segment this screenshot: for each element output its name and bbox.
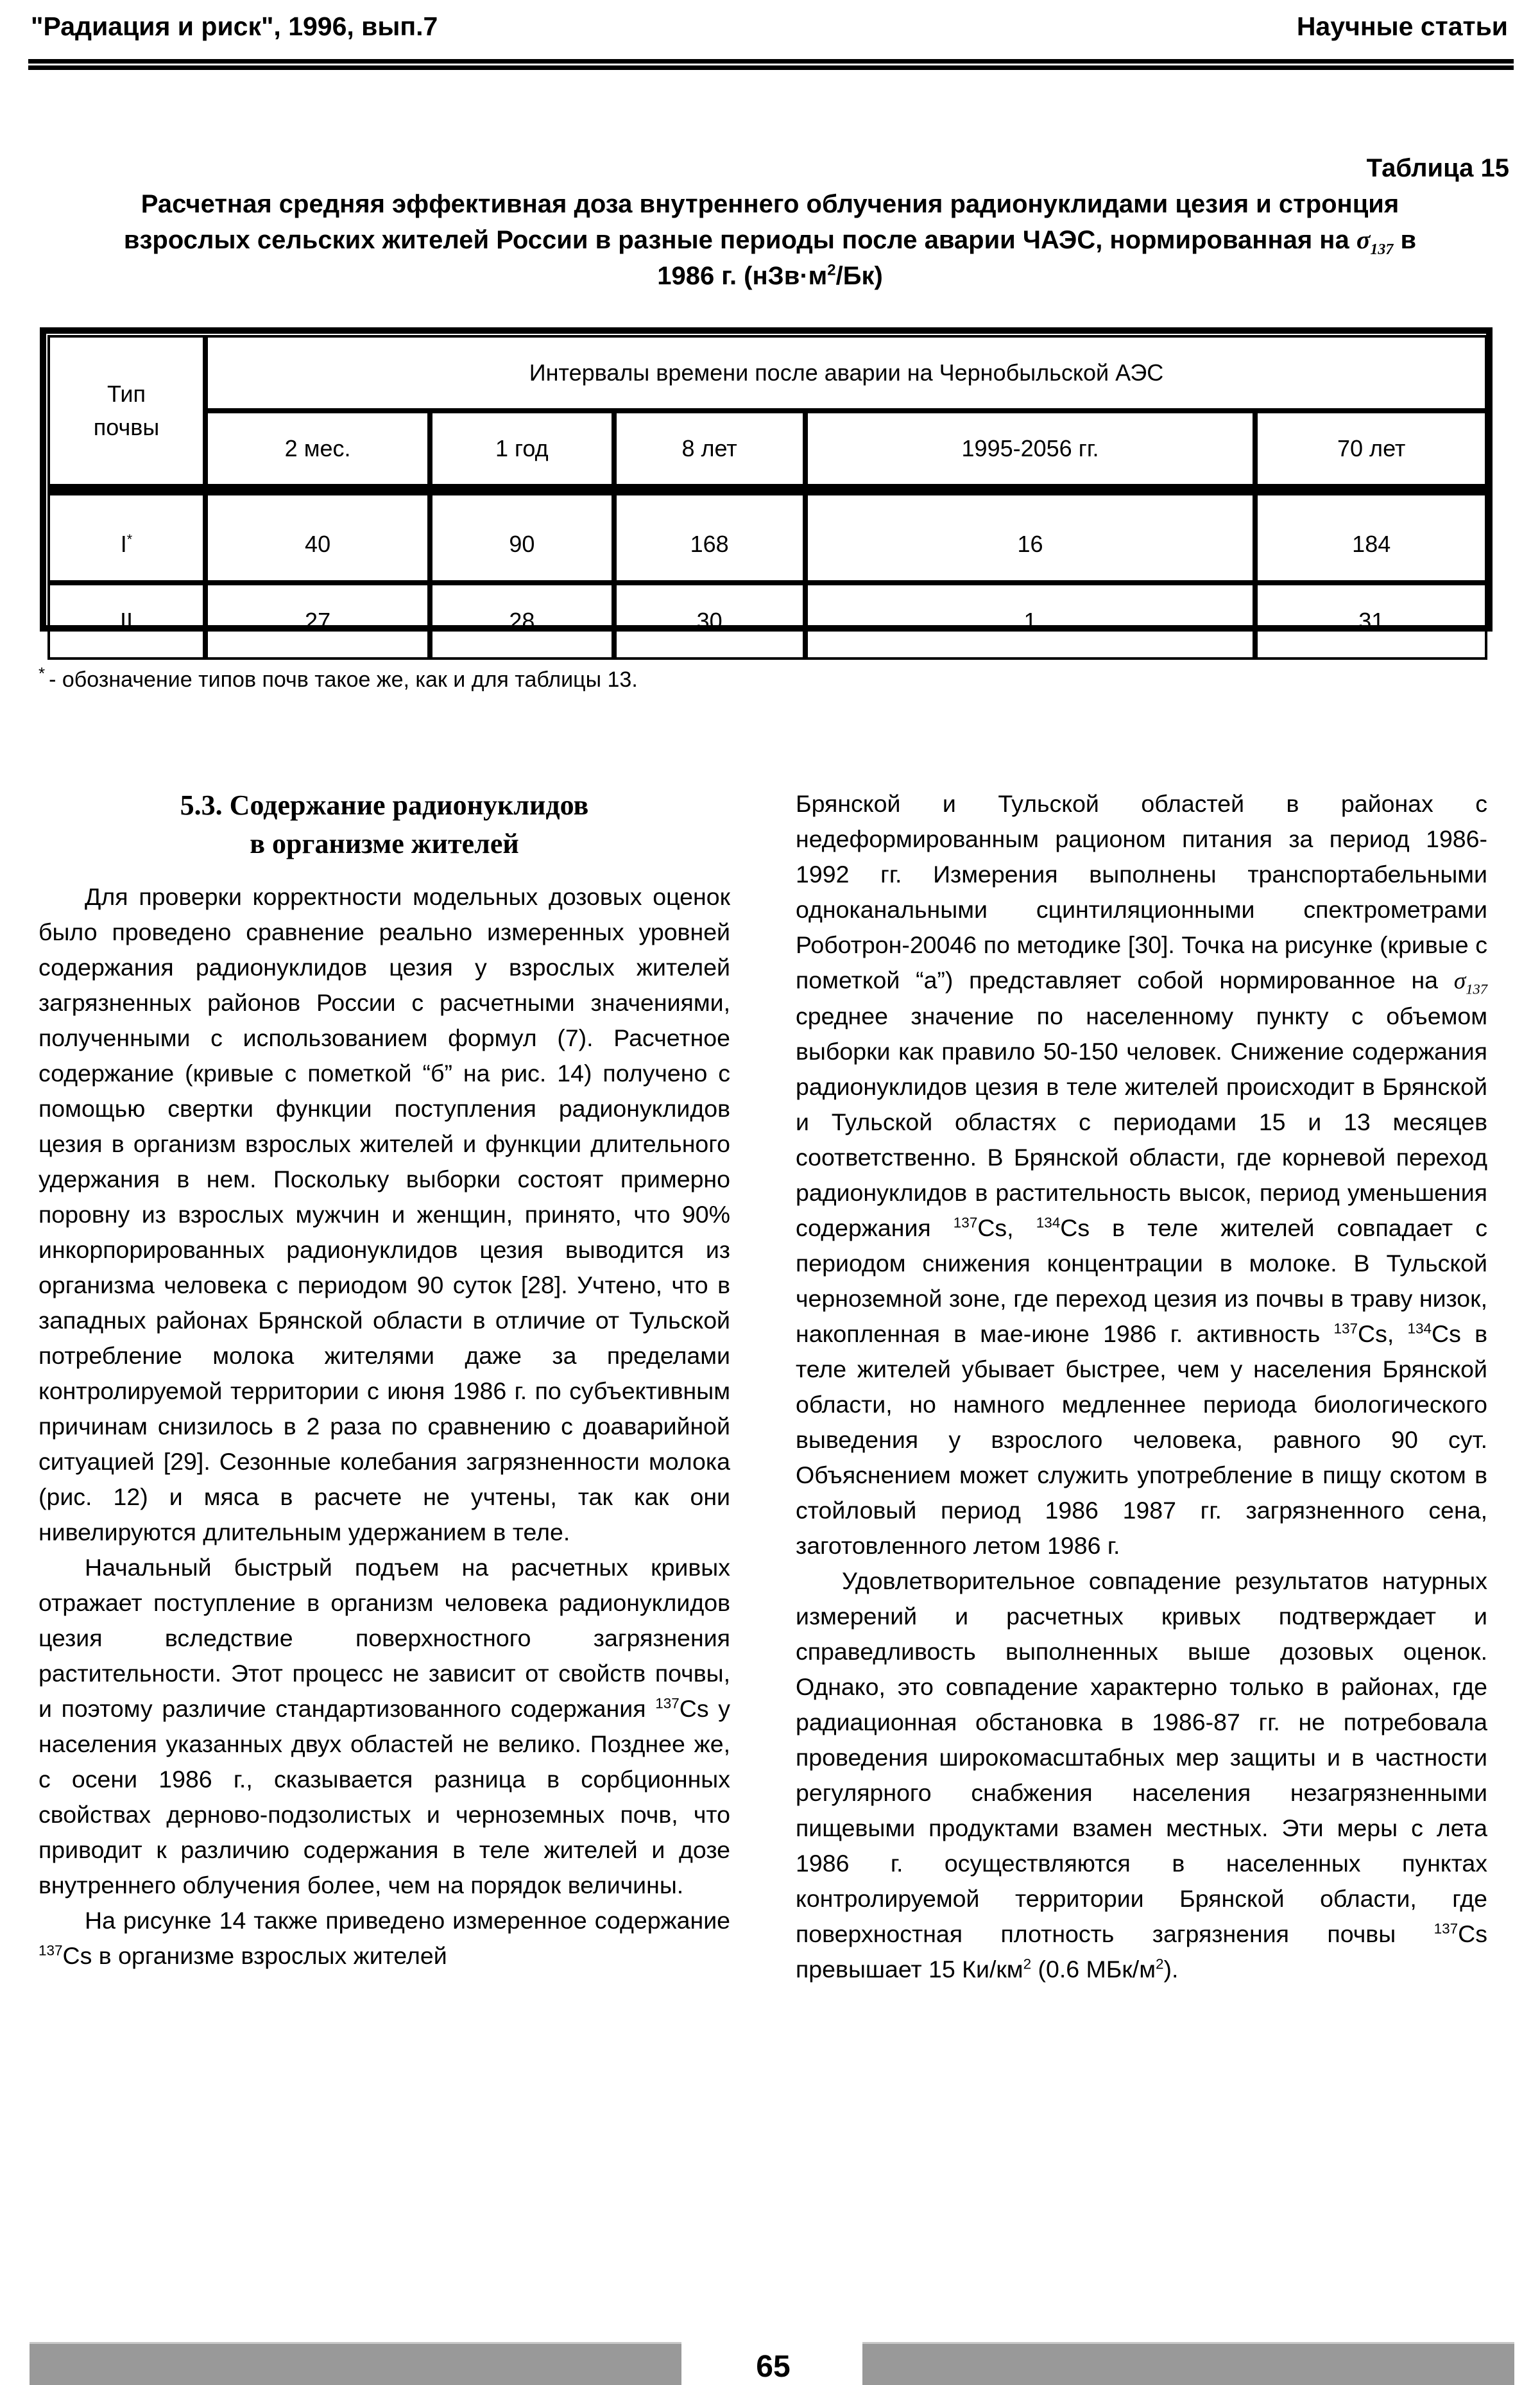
footer-bar-left bbox=[30, 2342, 681, 2385]
caption-text: Расчетная средняя эффективная доза внутреннего облучения радионуклидами цезия и стронция взрослых сельских жителей России в разные периоды после аварии ЧАЭС, нормированная на bbox=[123, 190, 1399, 254]
column-header: 1 год bbox=[430, 411, 613, 486]
dose-table-grid bbox=[47, 335, 1487, 660]
paragraph-text: Удовлетворительное совпадение результатов натурных измерений и расчетных кривых подтверждает и справедливость выполненных выше дозовых оценок. Однако, это совпадение характерно только в районах, где радиационная обстановка в 1986-87 гг. не потребовала проведения широкомасштабных мер защиты и в частности регулярного снабжения населения незагрязненными пищевыми продуктами взамен местных. Эти меры с лета 1986 г. осуществляются в населенных пунктах контролируемой территории Брянской области, где поверхностная плотность загрязнения почвы bbox=[796, 1567, 1487, 1947]
table-label: Таблица 15 bbox=[1366, 154, 1509, 182]
caption-text: в 1986 г. (нЗв·м bbox=[657, 226, 1417, 290]
section-heading-line1: 5.3. Содержание радионуклидов bbox=[180, 789, 589, 821]
paragraph bbox=[796, 1563, 1487, 1987]
paragraph bbox=[38, 1903, 730, 1974]
paragraph-text: Брянской и Тульской областей в районах с недеформированным рационом питания за период 1986-1992 гг. Измерения выполнены транспортабельными одноканальными сцинтиляционными спектрометрами Роботрон-20046 по методике [30]. Точка на рисунке (кривые с пометкой “а”) представляет собой нормированное на bbox=[796, 790, 1487, 994]
sigma-subscript: 137 bbox=[1370, 241, 1394, 258]
sigma-char: σ bbox=[1356, 225, 1371, 254]
paragraph-text: Cs превышает 15 Ки/км bbox=[796, 1920, 1487, 1983]
soil-type-cell: II bbox=[47, 583, 205, 660]
paragraph-text: Cs в теле жителей убывает быстрее, чем у населения Брянской области, но намного медленнее периода биологического выведения у взрослого человека, равного 90 сут. Объяснением может служить употребление в пищу скотом в стойловый период 1986 1987 гг. загрязненного сена, заготовленного летом 1986 г. bbox=[796, 1320, 1488, 1559]
dose-cell: 40 bbox=[205, 486, 430, 583]
soil-type-value: I bbox=[120, 531, 127, 557]
isotope-mass: 137 bbox=[1433, 1920, 1459, 1937]
paragraph bbox=[38, 1550, 730, 1903]
unit-exponent: 2 bbox=[1156, 1956, 1164, 1972]
soil-type-header-line2: почвы bbox=[93, 414, 160, 440]
dose-table bbox=[40, 327, 1493, 632]
paragraph-text: ). bbox=[1163, 1956, 1179, 1983]
dose-cell: 16 bbox=[805, 486, 1256, 583]
dose-cell: 90 bbox=[430, 486, 613, 583]
unit-exponent: 2 bbox=[1023, 1956, 1032, 1972]
footnote-mark: * bbox=[38, 664, 46, 683]
isotope-mass: 137 bbox=[38, 1942, 63, 1959]
paragraph: Для проверки корректности модельных дозовых оценок было проведено сравнение реально измеренных уровней содержания радионуклидов цезия у взрослых жителей загрязненных районов России с расчетными значениями, полученными с использованием формул (7). Расчетное содержание (кривые с пометкой “б” на рис. 14) получено с помощью свертки функции поступления радионуклидов цезия в организм взрослых жителей и функции длительного удержания в нем. Поскольку выборки состоят примерно поровну из взрослых мужчин и женщин, принято, что 90% инкорпорированных радионуклидов цезия выводится из организма человека с периодом 90 суток [28]. Учтено, что в западных районах Брянской области в отличие от Тульской потребление молока жителями даже за пределами контролируемой территории с июня 1986 г. по субъективным причинам снизилось в 2 раза по сравнению с доаварийной ситуацией [29]. Сезонные колебания загрязненности молока (рис. 12) и мяса в расчете не учтены, так как они нивелируются длительным удержанием в теле. bbox=[38, 883, 730, 1546]
header-rule bbox=[28, 65, 1514, 70]
sigma-symbol bbox=[1356, 225, 1394, 258]
left-column bbox=[38, 786, 730, 1974]
soil-type-header bbox=[47, 335, 205, 486]
paragraph-text: (0.6 МБк/м bbox=[1031, 1956, 1156, 1983]
isotope-mass: 137 bbox=[953, 1214, 978, 1231]
isotope-mass: 137 bbox=[1333, 1320, 1358, 1337]
table-caption bbox=[103, 186, 1437, 294]
paragraph-text: Cs у населения указанных двух областей не велико. Позднее же, с осени 1986 г., сказывается разница в сорбционных свойствах дерново-подзолистых и черноземных почв, что приводит к различию содержания в теле жителей и дозе внутреннего облучения более, чем на порядок величины. bbox=[38, 1695, 731, 1899]
isotope-mass: 134 bbox=[1036, 1214, 1061, 1231]
table-footnote bbox=[38, 664, 638, 693]
section-heading bbox=[38, 786, 730, 863]
caption-superscript: 2 bbox=[827, 261, 836, 279]
paragraph-text: среднее значение по населенному пункту с объемом выборки как правило 50-150 человек. Снижение содержания радионуклидов цезия в теле жителей происходит в Брянской и Тульской областях с периодами 15 и 13 месяцев соответственно. В Брянской области, где корневой переход радионуклидов в растительность высок, период уменьшения содержания bbox=[796, 1003, 1487, 1241]
sigma-subscript: 137 bbox=[1466, 981, 1487, 997]
column-header: 70 лет bbox=[1255, 411, 1487, 486]
time-intervals-header: Интервалы времени после аварии на Чернобыльской АЭС bbox=[205, 335, 1487, 411]
footnote-mark: * bbox=[126, 531, 133, 547]
sigma-symbol bbox=[1453, 968, 1487, 997]
section-title: Научные статьи bbox=[1296, 12, 1508, 41]
dose-cell: 27 bbox=[205, 583, 430, 660]
paragraph-text: Начальный быстрый подъем на расчетных кривых отражает поступление в организм человека радионуклидов цезия вследствие поверхностного загрязнения растительности. Этот процесс не зависит от свойств почвы, и поэтому различие стандартизованного содержания bbox=[38, 1554, 730, 1722]
right-column bbox=[796, 786, 1487, 1987]
footnote-text: - обозначение типов почв такое же, как и для таблицы 13. bbox=[49, 667, 638, 692]
page-number: 65 bbox=[756, 2350, 791, 2384]
table-row bbox=[47, 486, 1487, 583]
paragraph-text: Cs в организме взрослых жителей bbox=[62, 1942, 447, 1969]
dose-cell: 30 bbox=[614, 583, 805, 660]
soil-type-cell bbox=[47, 486, 205, 583]
soil-type-header-line1: Тип bbox=[107, 381, 146, 407]
caption-text: /Бк) bbox=[835, 262, 883, 290]
paragraph-text: На рисунке 14 также приведено измеренное содержание bbox=[85, 1907, 730, 1934]
column-header: 2 мес. bbox=[205, 411, 430, 486]
dose-cell: 31 bbox=[1255, 583, 1487, 660]
table-row bbox=[47, 583, 1487, 660]
dose-cell: 184 bbox=[1255, 486, 1487, 583]
journal-title: "Радиация и риск", 1996, вып.7 bbox=[31, 12, 438, 41]
isotope-mass: 137 bbox=[655, 1695, 680, 1712]
column-header: 8 лет bbox=[614, 411, 805, 486]
dose-cell: 28 bbox=[430, 583, 613, 660]
header-rule bbox=[28, 59, 1514, 64]
dose-cell: 168 bbox=[614, 486, 805, 583]
paragraph-text: Cs в теле жителей совпадает с периодом снижения концентрации в молоке. В Тульской черноземной зоне, где переход цезия из почвы в траву низок, накопленная в мае-июне 1986 г. активность bbox=[796, 1214, 1487, 1347]
paragraph bbox=[796, 786, 1487, 1563]
footer-bar-right bbox=[862, 2342, 1514, 2385]
column-header: 1995-2056 гг. bbox=[805, 411, 1256, 486]
sigma-char: σ bbox=[1453, 968, 1466, 994]
dose-cell: 1 bbox=[805, 583, 1256, 660]
paragraph-text: Cs, bbox=[1358, 1320, 1408, 1347]
running-head bbox=[31, 12, 1508, 44]
paragraph-text: Cs, bbox=[977, 1214, 1036, 1241]
isotope-mass: 134 bbox=[1407, 1320, 1432, 1337]
section-heading-line2: в организме жителей bbox=[250, 828, 519, 859]
